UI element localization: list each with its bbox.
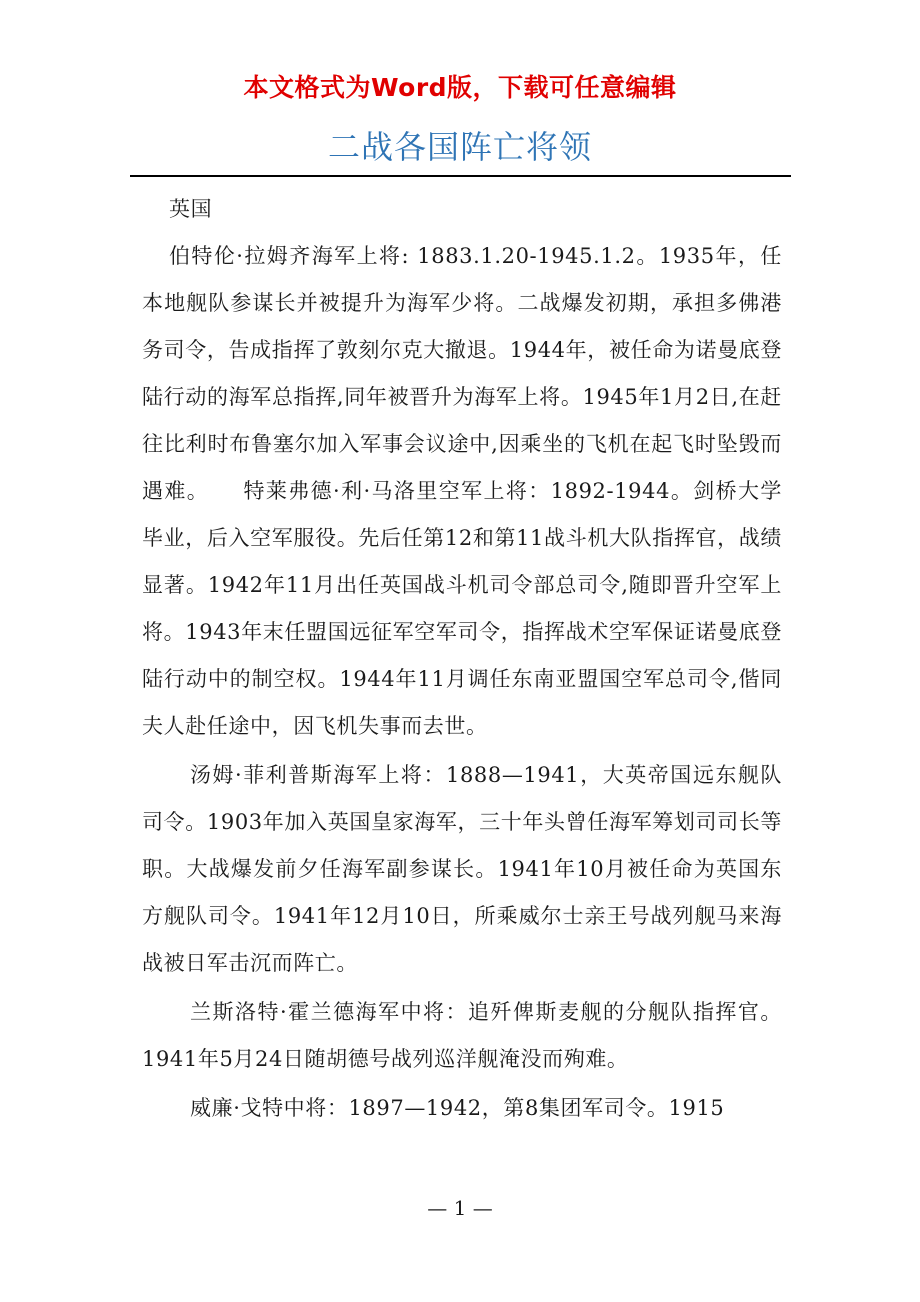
paragraph-gott: 威廉·戈特中将：1897—1942，第8集团军司令。1915 [190, 1096, 725, 1120]
paragraph-holland: 兰斯洛特·霍兰德海军中将：追歼俾斯麦舰的分舰队指挥官。1941年5月24日随胡德号战列巡洋舰淹没而殉难。 [142, 1000, 782, 1071]
title-divider [130, 175, 791, 177]
paragraph-ramsay-leigh-mallory: 伯特伦·拉姆齐海军上将: 1883.1.20-1945.1.2。1935年，任本地舰队参谋长并被提升为海军少将。二战爆发初期，承担多佛港务司令，告成指挥了敦刻尔克大撤退。1944年，被任命为诺曼底登陆行动的海军总指挥,同年被晋升为海军上将。1945年1月2日,在赶往比利时布鲁塞尔加入军事会议途中,因乘坐的飞机在起飞时坠毁而遇难。 特莱弗德·利·马洛里空军上将：1892-1944。剑桥大学毕业，后入空军服役。先后任第12和第11战斗机大队指挥官，战绩显著。1942年11月出任英国战斗机司令部总司令,随即晋升空军上将。1943年末任盟国远征军空军司令，指挥战术空军保证诺曼底登陆行动中的制空权。1944年11月调任东南亚盟国空军总司令,偕同夫人赴任途中，因飞机失事而去世。 [142, 244, 782, 738]
document-title: 二战各国阵亡将领 [327, 128, 592, 166]
paragraph-phillips: 汤姆·菲利普斯海军上将：1888—1941，大英帝国远东舰队司令。1903年加入英国皇家海军，三十年头曾任海军筹划司司长等职。大战爆发前夕任海军副参谋长。1941年10月被任命为英国东方舰队司令。1941年12月10日，所乘威尔士亲王号战列舰马来海战被日军击沉而阵亡。 [142, 763, 782, 975]
section-heading: 英国 [169, 197, 213, 221]
page-number: — 1 — [427, 1196, 493, 1220]
document-body [142, 186, 782, 1132]
download-notice: 本文格式为Word版，下载可任意编辑 [243, 73, 677, 102]
